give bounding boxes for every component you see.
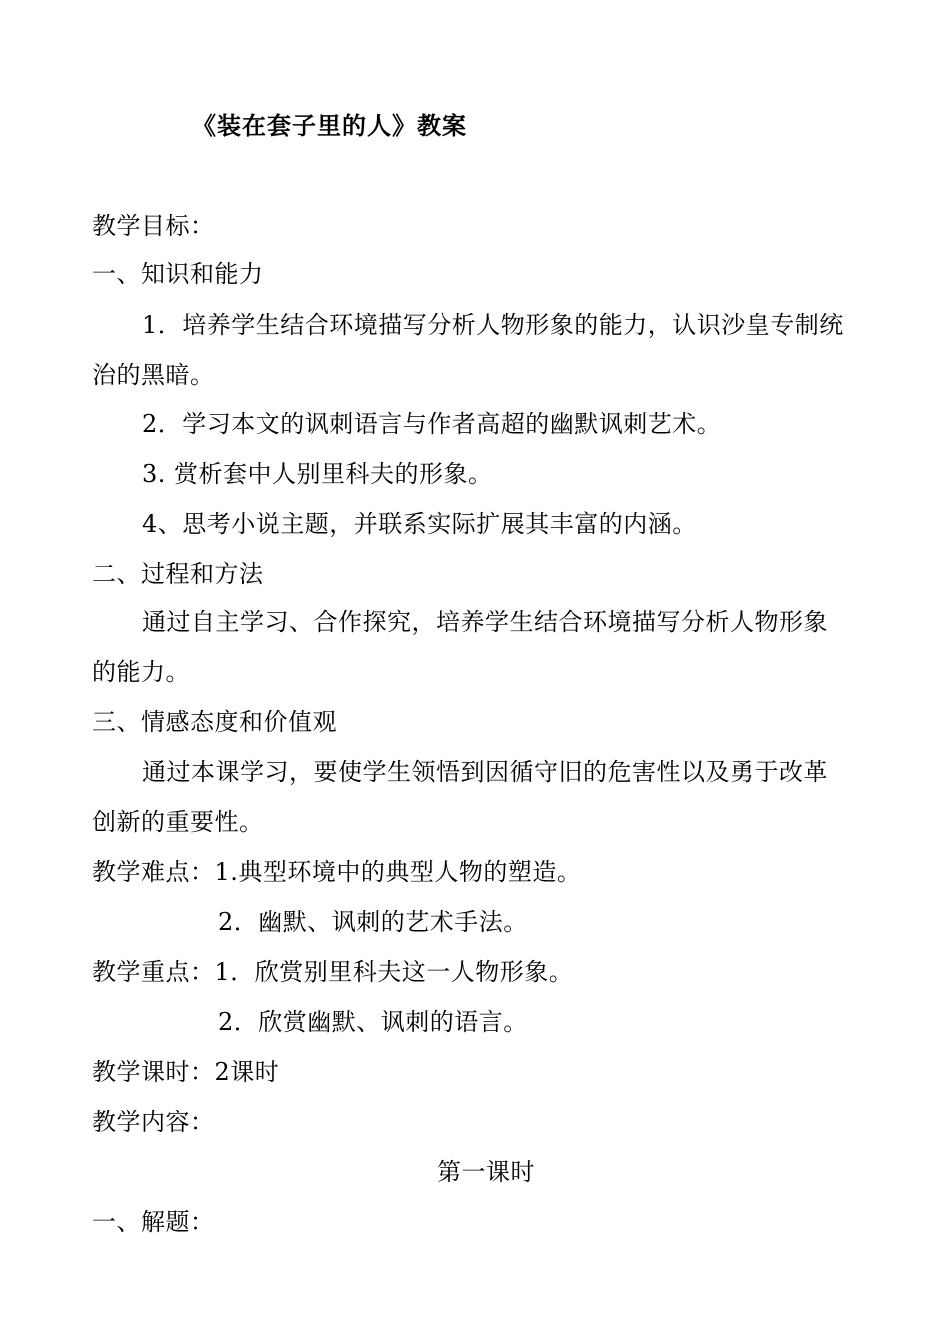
- key-points-line2: 2．欣赏幽默、讽刺的语言。: [218, 1008, 528, 1036]
- difficulties-line1: 教学难点：1.典型环境中的典型人物的塑造。: [92, 858, 582, 886]
- section3-body-line1: 通过本课学习，要使学生领悟到因循守旧的危害性以及勇于改革: [142, 758, 828, 786]
- section1-item4: 4、思考小说主题，并联系实际扩展其丰富的内涵。: [142, 510, 697, 538]
- lesson-heading: 第一课时: [437, 1158, 535, 1186]
- section1-item1-line2: 治的黑暗。: [92, 361, 215, 389]
- section1-item2: 2．学习本文的讽刺语言与作者高超的幽默讽刺艺术。: [142, 410, 722, 438]
- document-title: 《装在套子里的人》教案: [192, 112, 467, 140]
- section3-heading: 三、情感态度和价值观: [92, 708, 337, 736]
- content-heading: 教学内容：: [92, 1108, 215, 1136]
- section1-heading: 一、知识和能力: [92, 260, 264, 288]
- section2-body-line2: 的能力。: [92, 658, 190, 686]
- section3-body-line2: 创新的重要性。: [92, 808, 264, 836]
- difficulties-line2: 2．幽默、讽刺的艺术手法。: [218, 908, 528, 936]
- key-points-line1: 教学重点：1．欣赏别里科夫这一人物形象。: [92, 958, 574, 986]
- objectives-heading: 教学目标：: [92, 212, 215, 240]
- part1-heading: 一、解题：: [92, 1208, 215, 1236]
- section1-item1-line1: 1．培养学生结合环境描写分析人物形象的能力，认识沙皇专制统: [142, 311, 844, 339]
- section2-heading: 二、过程和方法: [92, 560, 264, 588]
- section1-item3: 3. 赏析套中人别里科夫的形象。: [142, 460, 493, 488]
- section2-body-line1: 通过自主学习、合作探究，培养学生结合环境描写分析人物形象: [142, 608, 828, 636]
- teaching-hours: 教学课时：2课时: [92, 1058, 280, 1086]
